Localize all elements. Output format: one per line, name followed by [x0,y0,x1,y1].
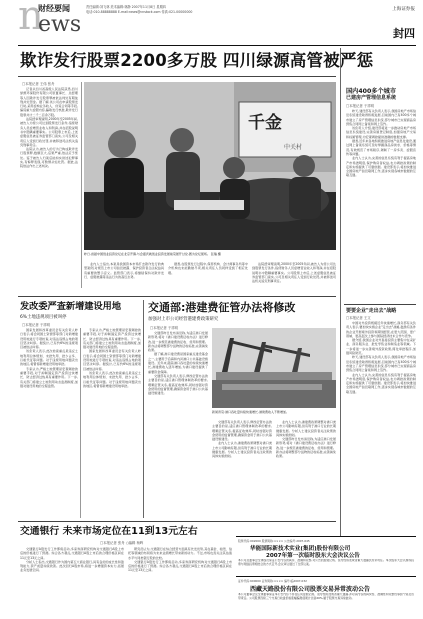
sidebar-byline-2: □本报记者 王文 [346,316,371,320]
section-rule [18,296,336,297]
story4-headline: 交通银行 未来市场定位在11到13元左右 [20,526,198,537]
page-label: 封四 [393,27,415,40]
port-photo [212,328,336,408]
story4-paragraph: 交通银行A股发行工作即将启动,多家券商研究机构对交通银行A股上市后的价格进行了预测。综合各方观点,交通银行A股上市后的合理价格区间在11元至13元之间。 [20,547,124,560]
sidebar-paragraph: 业内人士认为,完善的信息系统有利于提高房地产市场透明度,保护购房者权益,也为调控政策的制定和实施提供了可靠依据。建设部表示,将加快推进全国房地产信息联网工作,逐步实现各城市数据的互联互通。 [346,372,416,394]
story2-paragraph: 国家发展和改革委员会有关负责人昨日表示,将会同国土资源部等部门对新增建设用地进行专项检查,对违法违规占地的项目坚决叫停。据统计,已有约6%的违规项目被依法叫停。 [20,328,78,350]
story3-subhead: 加强对上市公司经营港建费政策研究 [148,317,219,322]
logo [18,2,88,40]
story3-byline: □本报记者 于祥明 [150,326,179,330]
lead-rule [18,76,336,77]
lead-paragraph: 记者从四川省高级人民法院获悉,四川绿源环保股份有限公司原董事长、总经理等人因欺诈发行股票罪被依法判处有期徒刑并处罚金。据了解,该公司在申请股票发行时,采用虚构业务收入、伪造合同等手段,编造重大虚假内容,骗取发行核准,欺诈发行股票共计二千二百余万股。 [20,87,78,117]
lead-headline: 欺诈发行股票2200多万股 四川绿源高管被严惩 [20,51,374,70]
lead-paragraph: 据悉,在股票发行过程中,保荐机构、会计师事务所等中介机构也未能勤勉尽责,相关责任人员同样受到了相应处理。 [168,262,248,275]
story2-subhead: 6%土地违规项目被叫停 [20,315,67,320]
sidebar-rule [344,304,416,305]
story3-column-3 [276,420,336,518]
photo-sign-sub: 中关村 [284,144,303,151]
story2-byline: □本报记者 于祥明 [22,323,51,327]
sidebar-body [346,109,416,301]
lead-paragraph: 业内人士指出,本案是我国资本市场打击欺诈发行的典型案例,对规范上市公司信息披露、保护投资者合法权益具有重要的警示意义。监管部门表示,将继续保持对欺诈发行、虚假披露等违法行为的高压态势。 [84,262,164,279]
ad2-body: 本公司董事会及全体董事保证本公告内容不存在任何虚假记载、误导性陈述或者重大遗漏,并对其内容的真实性、准确性和完整性承担个别及连带责任。公司股票连续三个交易日收盘价格涨幅偏离值累计达到20%,属于股票交易异常波动。 [238,593,414,600]
sidebar-paragraph: 业内人士认为,完善的信息系统有利于提高房地产市场透明度,保护购房者权益,也为调控政策的制定和实施提供了可靠依据。建设部表示,将加快推进全国房地产信息联网工作,逐步实现各城市数据的互联互通。 [346,156,416,178]
ad1-body: 本公司及董事会全体成员保证公告内容的真实、准确和完整,对公告的虚假记载、误导性陈述或者重大遗漏负连带责任。本次股东大会以现场投票与网络投票相结合的方式召开,会议审议通过了全部议案。 [238,559,414,566]
ad2-title: 西藏天路股份有限公司股票交易异常波动公告 [250,586,371,593]
column-divider [80,328,81,518]
story2-column-2 [83,328,141,518]
logo-word: ews [38,12,82,37]
port-photo-art [212,328,336,408]
section-rule [18,521,336,522]
sidebar-divider [340,48,341,536]
sidebar-paragraph: 中国对外投资规模近年快速增长,商务部有关负责人表示,要加快实施企业"走出去"战略,鼓励有条件的企业开展境外投资和跨国经营,在更大范围、更广领域、更高层次上参与国际经济技术合作与竞争。 [346,321,416,338]
ad-notice-2 [236,576,416,616]
sidebar-paragraph: 据悉,近年来各地积极推进房地产信息化建设,通过网上备案系统可及时掌握商品房供求、价格等情况,有效规范了市场秩序,遏制了一房多卖、虚假宣传等问题。 [346,139,416,156]
ad1-top-line: 股票代码:002000 股票简称:×××× 公告编号:2007-045 [238,539,310,543]
story3-paragraph: 业内人士认为,港建费政策调整对港口类上市公司影响有限,但有利于港口行业的长期健康发展。分析人士建议投资者关注政策的具体实施细则。 [276,420,336,437]
lead-paragraph: 法院经审理查明,2000年至2005年间,被告人为使公司达到股票发行条件,指使财务人员虚增营业收入和利润,并在招股说明书中隐瞒重要事实。公司股票上市后,上述虚假信息被证券监管部门查实,公司及相关责任人受到行政处罚,并被移送司法机关追究刑事责任。 [252,262,336,284]
port-caption: 新闻背景:港口吞吐量持续快速增长,港建费收入不断增加。 [212,410,289,414]
ad1-title-2: 2007年第一次临时股东大会决议公告 [266,553,360,559]
story3-paragraph: 交通部昨日发布消息称,为适应港口发展新形势,将对《港口建设费征收办法》进行修改,进一步规范港建费的征收、使用和管理。新办法将调整部分货物的征收标准,完善减免政策。 [276,437,336,459]
lead-column-2 [84,262,164,292]
story4-paragraph: 研究员认为,交通银行在综合经营方面具有先发优势,其在基金、租赁、信托等领域的布局将为未来业绩增长带来新的动力。不过,市场也需关注其估值水平与同类银行股的比较。 [128,547,232,560]
story2-headline: 发改委严查新增建设用地 [20,301,122,312]
masthead-rule [18,45,416,46]
photo-sign: 千金 [248,113,282,133]
sidebar-paragraph: 昨天,建设部有关负责人表示,我国房地产市场信息系统建设取得积极进展,目前国内已有400多个城市建立了房产管理信息系统,部分城市已实现商品房预售合同网上备案和网上签约。 [346,355,416,373]
masthead [0,0,423,44]
lead-photo [84,82,336,250]
story4-paragraph: 交通银行A股发行工作即将启动,多家券商研究机构对交通银行A股上市后的价格进行了预测。综合各方观点,交通银行A股上市后的合理价格区间在11元至13元之间。 [128,559,232,573]
story2-paragraph: 该负责人表示,此次检查重点是违反土地利用总体规划、未批先用、批少占多、以租代征等问题。对于违规用地问题突出的地区,将暂停新增建设用地审批。 [20,349,78,367]
story2-column-1 [20,328,78,518]
sidebar-body-2 [346,321,416,533]
sidebar-paragraph: 该负责人介绍,建设部将进一步推动房地产市场信息系统建设,完善房屋登记制度,加强房地产交易和权属管理,为宏观调控提供准确的数据支撑。 [346,126,416,139]
story3-paragraph: 交通部有关负责人表示,修改征管办法的主要目的是,适应港口管理体制改革的要求,理顺征管关系,提高征收效率,同时加强对资金使用的监督管理,确保资金用于港口公共基础设施建设。 [148,373,208,396]
lead-column-3 [168,262,248,292]
lead-caption: 昨日,首届中国创业投资论坛在北京开幕,与会嘉宾就创业投资发展前景展开讨论,图为论坛现场。 张瑞 摄 [84,252,221,256]
meta-line: 责任编辑:刘飞林 美术编辑:林静 2007年11月8日 星期四 [86,5,166,9]
story4-column-2 [128,547,232,613]
lead-column-4 [252,262,336,292]
story3-headline: 交通部:港建费征管办法将修改 [148,301,296,314]
ad-notice-1 [236,536,416,572]
lead-byline: □本报记者 王伟 张舟 [22,82,55,86]
sidebar-byline: □本报记者 于祥明 [346,104,375,108]
story4-column-1 [20,547,124,613]
lead-paragraph: 法院经审理查明,2000年至2005年间,被告人为使公司达到股票发行条件,指使财务人员虚增营业收入和利润,并在招股说明书中隐瞒重要事实。公司股票上市后,上述虚假信息被证券监管部门查实,公司及相关责任人受到行政处罚,并被移送司法机关追究刑事责任。 [20,117,78,147]
story4-byline: □本报记者 张舟 ○编辑 杨晖 [100,541,144,545]
sidebar-heading-2: 已建房产管理信息系统 [346,95,397,101]
ad1-title-1: 华能国际新技术实业(集团)股份有限公司 [250,546,351,552]
section-title: 财经要闻 [38,4,70,13]
story3-column-2 [212,420,272,518]
story3-paragraph: 据了解,港口建设费是国家重点建设基金之一,主要用于沿海和内河港口公共基础设施建设。近年来,随着港口吞吐量的持续快速增长,港建费收入逐年增加,为港口建设提供了重要资金保障。 [148,352,208,374]
story2-paragraph: 专家认为,严格土地管理是宏观调控的重要手段,对于抑制固定资产投资过快增长、防止经济过热具有重要作用。下一步,有关部门将建立土地利用动态监测制度,加强对建设用地的全程监管。 [20,366,78,388]
column-divider [143,300,144,518]
story3-paragraph: 交通部有关负责人表示,修改征管办法的主要目的是,适应港口管理体制改革的要求,理顺征管关系,提高征收效率,同时加强对资金使用的监督管理,确保资金用于港口公共基础设施建设。 [212,420,272,442]
paper-name: 上海证券报 [392,7,415,12]
story3-column-1 [148,331,208,518]
story3-paragraph: 交通部昨日发布消息称,为适应港口发展新形势,将对《港口建设费征收办法》进行修改,进一步规范港建费的征收、使用和管理。新办法将调整部分货物的征收标准,完善减免政策。 [148,331,208,353]
sidebar-heading-3: 要要企业"走出去"战略 [346,308,397,314]
story2-paragraph: 专家认为,严格土地管理是宏观调控的重要手段,对于抑制固定资产投资过快增长、防止经济过热具有重要作用。下一步,有关部门将建立土地利用动态监测制度,加强对建设用地的全程监管。 [83,328,141,350]
ad2-top-line: 证券代码:600000 证券简称:×××× 编号:临2007-032 [238,579,307,583]
lead-column-1 [20,87,78,287]
story2-paragraph: 该负责人表示,此次检查重点是违反土地利用总体规划、未批先用、批少占多、以租代征等问题。对于违规用地问题突出的地区,将暂停新增建设用地审批。 [83,370,141,388]
sidebar-paragraph: 据介绍,我国企业对外直接投资主要集中在采矿业、商务服务业、批发零售业和制造业等领域。下一步将进一步完善境外投资政策,简化审批程序,加强风险防范。 [346,338,416,356]
contact-line: 电话:010-88888888 E-mail:news@cnstock.com 传真:021-00000000 [86,10,193,14]
story3-paragraph: 业内人士认为,港建费政策调整对港口类上市公司影响有限,但有利于港口行业的长期健康发展。分析人士建议投资者关注政策的具体实施细则。 [212,441,272,459]
story4-paragraph: 分析人士指出,交通银行作为国内第五大商业银行,具有良好的成长性和盈利能力,资产质量持续改善。此次回归A股市场,将进一步增强资本实力,拓展业务发展空间。 [20,559,124,573]
story2-paragraph: 国家发展和改革委员会有关负责人昨日表示,将会同国土资源部等部门对新增建设用地进行专项检查,对违法违规占地的项目坚决叫停。据统计,已有约6%的违规项目被依法叫停。 [83,349,141,371]
logo-letter: n [18,0,44,39]
sidebar-heading-1: 国内400多个城市 [346,88,397,95]
column-divider [81,82,82,288]
lead-photo-art [84,82,336,250]
lead-paragraph: 法院认为,被告人的行为已构成欺诈发行股票罪,数额巨大,后果严重,依法应予惩处。鉴于被告人归案后能如实供述犯罪事实,有悔罪表现,可酌情从轻处罚。据此,法院依法作出上述判决。 [20,147,78,169]
sidebar-paragraph: 昨天,建设部有关负责人表示,我国房地产市场信息系统建设取得积极进展,目前国内已有400多个城市建立了房产管理信息系统,部分城市已实现商品房预售合同网上备案和网上签约。 [346,109,416,126]
